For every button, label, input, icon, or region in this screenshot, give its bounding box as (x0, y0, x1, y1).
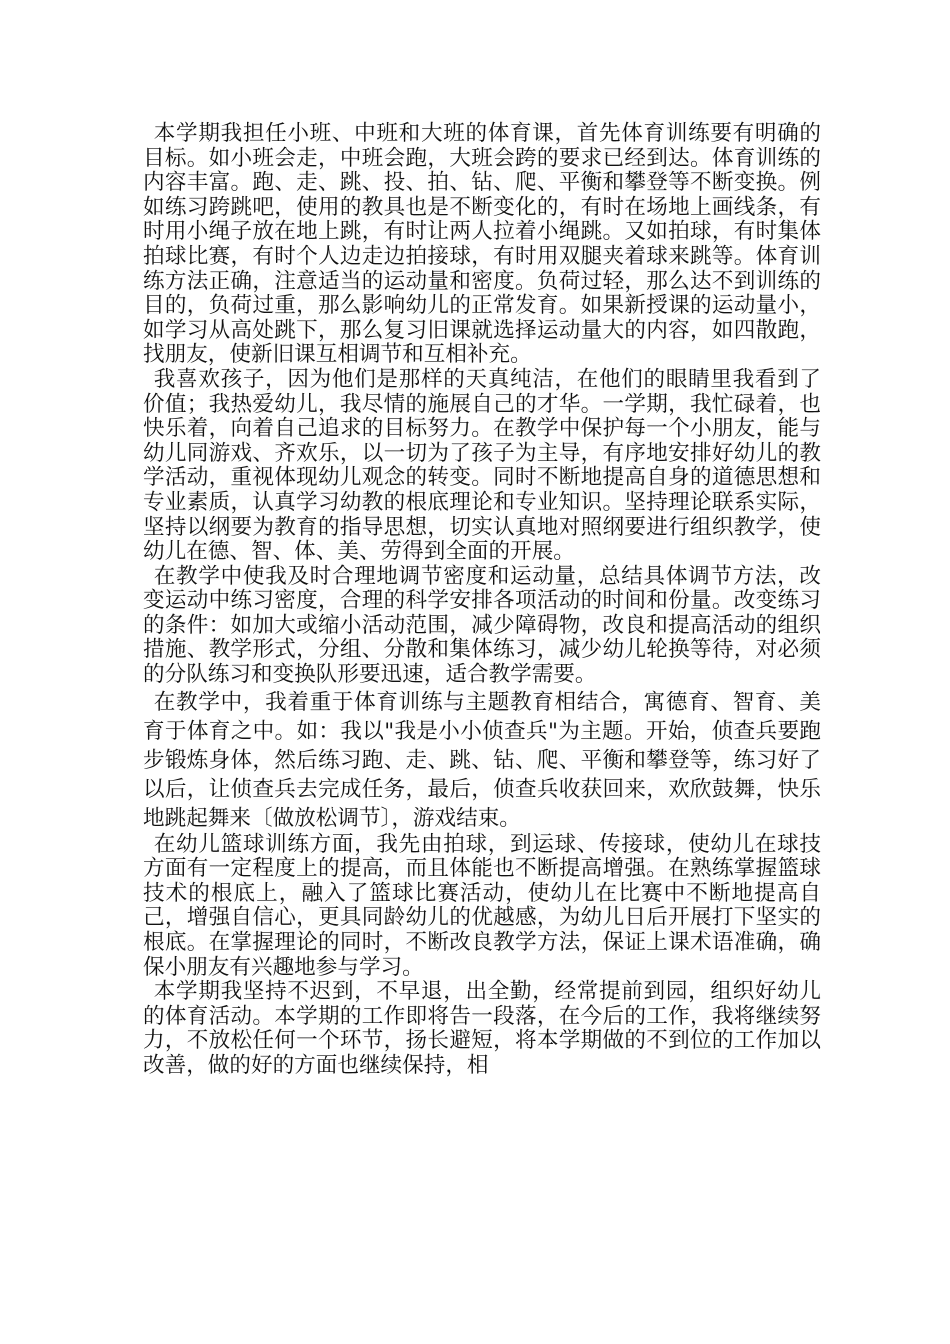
paragraph-basketball-training: 在幼儿篮球训练方面，我先由拍球，到运球、传接球，使幼儿在球技方面有一定程度上的提高，而且体能也不断提高增强。在熟练掌握篮球技术的根底上，融入了篮球比赛活动，使幼儿在比赛中不断地提高自己，增强自信心，更具同龄幼儿的优越感，为幼儿日后开展打下坚实的根底。在掌握理论的同时，不断改良教学方法，保证上课术语准确，确保小朋友有兴趣地参与学习。 (143, 831, 821, 980)
paragraph-love-children: 我喜欢孩子，因为他们是那样的天真纯洁，在他们的眼睛里我看到了价值；我热爱幼儿，我尽情的施展自己的才华。一学期，我忙碌着，也快乐着，向着自己追求的目标努力。在教学中保护每一个小朋友，能与幼儿同游戏、齐欢乐，以一切为了孩子为主导，有序地安排好幼儿的教学活动，重视体现幼儿观念的转变。同时不断地提高自身的道德思想和专业素质，认真学习幼教的根底理论和专业知识。坚持理论联系实际，坚持以纲要为教育的指导思想，切实认真地对照纲要进行组织教学，使幼儿在德、智、体、美、劳得到全面的开展。 (143, 366, 821, 565)
paragraph-theme-education: 在教学中，我着重于体育训练与主题教育相结合，寓德育、智育、美育于体育之中。如：我以"我是小小侦查兵"为主题。开始，侦查兵要跑步锻炼身体，然后练习跑、走、跳、钻、爬、平衡和攀登等，练习好了以后，让侦查兵去完成任务，最后，侦查兵收获回来，欢欣鼓舞，快乐地跳起舞来〔做放松调节〕，游戏结束。 (143, 689, 821, 831)
document-body (143, 122, 821, 1079)
paragraph-attendance: 本学期我坚持不迟到，不早退，出全勤，经常提前到园，组织好幼儿的体育活动。本学期的工作即将告一段落，在今后的工作，我将继续努力，不放松任何一个环节，扬长避短，将本学期做的不到位的工作加以改善，做的好的方面也继续保持，相 (143, 979, 821, 1078)
paragraph-density-adjustment: 在教学中使我及时合理地调节密度和运动量，总结具体调节方法，改变运动中练习密度，合理的科学安排各项活动的时间和份量。改变练习的条件：如加大或缩小活动范围，减少障碍物，改良和提高活动的组织措施、教学形式，分组、分散和集体练习，减少幼儿轮换等待，对必须的分队练习和变换队形要迅速，适合教学需要。 (143, 563, 821, 688)
paragraph-pe-goals: 本学期我担任小班、中班和大班的体育课，首先体育训练要有明确的目标。如小班会走，中班会跑，大班会跨的要求已经到达。体育训练的内容丰富。跑、走、跳、投、拍、钻、爬、平衡和攀登等不断变换。例如练习跨跳吧，使用的教具也是不断变化的，有时在场地上画线条，有时用小绳子放在地上跳，有时让两人拉着小绳跳。又如拍球，有时集体拍球比赛，有时个人边走边拍接球，有时用双腿夹着球来跳等。体育训练方法正确，注意适当的运动量和密度。负荷过轻，那么达不到训练的目的，负荷过重，那么影响幼儿的正常发育。如果新授课的运动量小，如学习从高处跳下，那么复习旧课就选择运动量大的内容，如四散跑，找朋友，使新旧课互相调节和互相补充。 (143, 121, 821, 368)
